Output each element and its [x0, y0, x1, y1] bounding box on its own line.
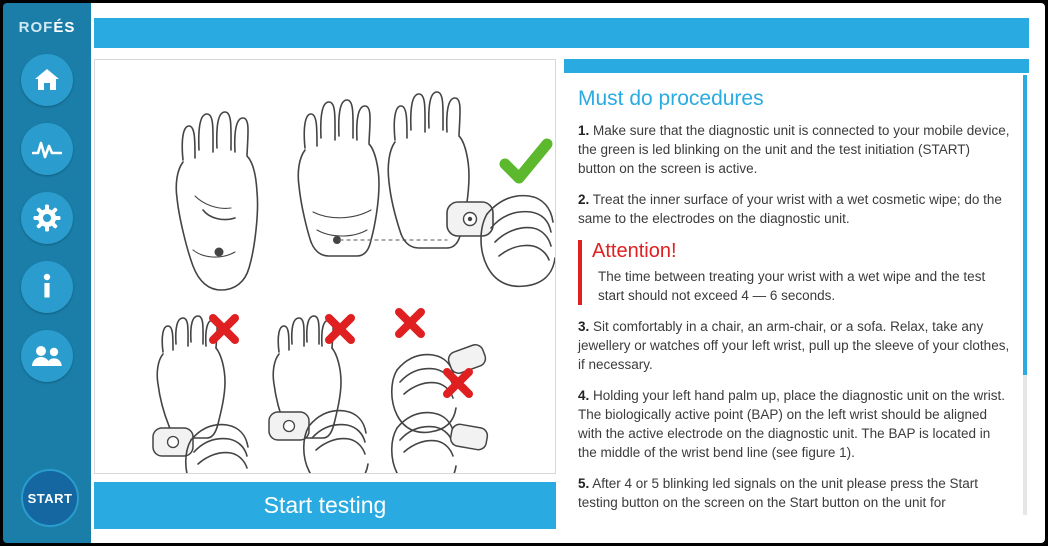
- start-testing-button[interactable]: Start testing: [94, 482, 556, 529]
- users-icon: [31, 344, 63, 368]
- step-5: [578, 474, 1011, 512]
- panel-scrollbar-thumb[interactable]: [1023, 75, 1027, 375]
- home-icon: [33, 67, 61, 93]
- start-button[interactable]: START: [21, 469, 79, 527]
- hand-diagram: [95, 60, 555, 473]
- step-2-text: Treat the inner surface of your wrist with a wet cosmetic wipe; do the same to the electrodes on the diagnostic unit.: [578, 192, 1002, 226]
- step-4-text: Holding your left hand palm up, place the diagnostic unit on the wrist. The biologically active point (BAP) on the left wrist should be aligned with the active electrode on the diagnostic unit. The BAP is located in the middle of the wrist bend line (see figure 1).: [578, 388, 1006, 460]
- step-5-number: 5.: [578, 476, 590, 491]
- step-3: [578, 317, 1011, 374]
- instruction-illustration: [94, 59, 556, 474]
- top-bar: [94, 18, 1029, 48]
- sidebar-item-diagnostics[interactable]: [21, 123, 73, 175]
- pulse-icon: [32, 137, 62, 161]
- content-fade: [564, 511, 1029, 529]
- step-1: [578, 121, 1011, 178]
- step-5-text: After 4 or 5 blinking led signals on the unit please press the Start testing button on the screen on the Start button on the unit for: [578, 476, 978, 510]
- main-content: [91, 3, 1045, 543]
- sidebar-item-info[interactable]: [21, 261, 73, 313]
- step-3-text: Sit comfortably in a chair, an arm-chair, or a sofa. Relax, take any jewellery or watches off your left wrist, pull up the sleeve of your clothes, if necessary.: [578, 319, 1010, 372]
- step-4: [578, 386, 1011, 462]
- gear-icon: [33, 204, 61, 232]
- app-logo: [19, 17, 76, 37]
- step-1-number: 1.: [578, 123, 590, 138]
- sidebar-item-users[interactable]: [21, 330, 73, 382]
- sidebar-item-settings[interactable]: [21, 192, 73, 244]
- info-icon: [40, 273, 54, 301]
- check-icon: [505, 144, 547, 178]
- step-2-number: 2.: [578, 192, 590, 207]
- right-column: [564, 59, 1029, 529]
- step-4-number: 4.: [578, 388, 590, 403]
- sidebar: [3, 3, 91, 543]
- attention-title: Attention!: [592, 240, 677, 262]
- right-top-bar: [564, 59, 1029, 73]
- logo-accent: ÉS: [53, 18, 76, 36]
- step-3-number: 3.: [578, 319, 590, 334]
- step-2: [578, 190, 1011, 228]
- procedures-panel: [564, 73, 1029, 529]
- sidebar-item-home[interactable]: [21, 54, 73, 106]
- logo-text: ROF: [18, 18, 54, 36]
- left-column: [94, 59, 556, 529]
- panel-title: Must do procedures: [578, 87, 764, 110]
- attention-text: The time between treating your wrist with a wet wipe and the test start should not exceed 4 — 6 seconds.: [598, 269, 986, 303]
- attention-block: [578, 240, 1011, 305]
- step-1-text: Make sure that the diagnostic unit is connected to your mobile device, the green is led blinking on the unit and the test initiation (START) button on the screen is active.: [578, 123, 1010, 176]
